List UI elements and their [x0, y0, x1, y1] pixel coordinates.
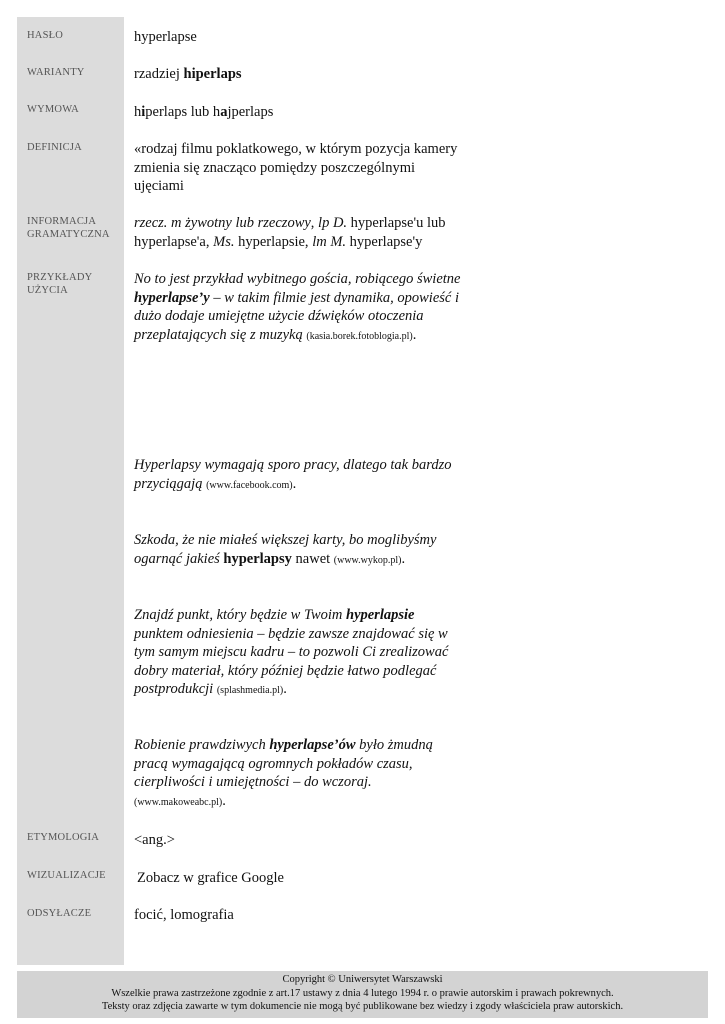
example-source: (www.wykop.pl): [333, 554, 402, 566]
example-end: .: [292, 475, 297, 492]
label-definicja: DEFINICJA: [27, 142, 82, 153]
example-source: (splashmedia.pl): [216, 685, 284, 696]
example-keyword: hyperlapse’y: [134, 289, 210, 306]
example-text: było żmudną pracą wymagającą ogromnych pokładów czasu, cierpliwości i umiejętności – do wczoraj.: [134, 737, 433, 790]
label-informacja-line1: INFORMACJA: [27, 216, 97, 227]
footer-rights: Wszelkie prawa zastrzeżone zgodnie z art.17 ustawy z dnia 4 lutego 1994 r. o prawie autorskim i prawach pokrewnych.: [111, 987, 614, 999]
pron-stress: i: [141, 104, 146, 120]
gram-text: hyperlapse'u lub hyperlapse'a,: [134, 215, 446, 250]
usage-example-5: [134, 736, 464, 812]
variants: [134, 65, 464, 84]
gram-italic: lm M.: [312, 233, 347, 250]
usage-example-2: [134, 456, 464, 495]
label-column: [17, 17, 124, 965]
label-warianty: WARIANTY: [27, 67, 85, 78]
example-text: – w takim filmie jest dynamika, opowieść i dużo dodaje umiejętne użycie dźwięków otoczenia przeplatających się z muzyką: [134, 289, 459, 343]
example-text: Szkoda, że nie miałeś większej karty, bo moglibyśmy ogarnąć jakieś: [134, 532, 437, 567]
pron-stress: a: [220, 104, 228, 120]
example-end: .: [401, 550, 406, 567]
gram-italic: lp D.: [318, 215, 348, 231]
example-keyword: hyperlapse’ów: [269, 737, 356, 753]
pronunciation: [134, 103, 464, 122]
example-source: (www.facebook.com): [206, 479, 293, 491]
example-text: Hyperlapsy wymagają sporo pracy, dlatego tak bardzo przyciągają: [134, 457, 452, 492]
grammar-info: [134, 214, 464, 251]
label-przyklady-uzycia: [27, 271, 127, 297]
example-text: Robienie prawdziwych: [134, 737, 270, 753]
label-wizualizacje: WIZUALIZACJE: [27, 870, 106, 881]
definition: «rodzaj filmu poklatkowego, w którym pozycja kamery zmienia się znacząco pomiędzy poszczególnymi ujęciami: [134, 141, 458, 194]
label-odsylacze: ODSYŁACZE: [27, 908, 92, 919]
example-end: .: [412, 326, 417, 343]
gram-text: ,: [310, 215, 319, 231]
example-text: punktem odniesienia – będzie zawsze znajdować się w tym samym miejscu kadru – to pozwoli Ci zrealizować dobry materiał, który później będzie łatwo podlegać postprodukcji: [134, 625, 449, 697]
label-wymowa: WYMOWA: [27, 104, 79, 115]
label-etymologia: ETYMOLOGIA: [27, 832, 99, 843]
etymology: <ang.>: [134, 832, 175, 848]
example-source: (www.makoweabc.pl): [134, 796, 223, 808]
google-images-link[interactable]: Zobacz w grafice Google: [137, 870, 284, 886]
label-informacja-line2: GRAMATYCZNA: [27, 229, 110, 240]
pron-part: perlaps lub h: [145, 104, 221, 120]
usage-example-3: [134, 531, 464, 570]
example-keyword: hyperlapsie: [346, 607, 415, 623]
example-source: (kasia.borek.fotoblogia.pl): [306, 330, 413, 342]
example-keyword: hyperlapsy: [223, 550, 292, 567]
footer-copyright: Copyright © Uniwersytet Warszawski: [282, 974, 443, 985]
label-haslo: HASŁO: [27, 30, 64, 41]
example-text: No to jest przykład wybitnego gościa, robiącego świetne: [134, 271, 461, 287]
copyright-footer: [17, 971, 708, 1018]
usage-example-4: [134, 606, 464, 701]
label-przyklady-line2: UŻYCIA: [27, 285, 68, 296]
gram-text: hyperlapsie,: [234, 233, 313, 250]
footer-notice: Teksty oraz zdjęcia zawarte w tym dokumencie nie mogą być publikowane bez wiedzy i zgody właściciela praw autorskich.: [101, 1001, 624, 1012]
variants-word: hiperlaps: [183, 66, 242, 82]
pron-part: h: [134, 104, 142, 120]
example-text: Znajdź punkt, który będzie w Twoim: [134, 607, 346, 623]
example-end: .: [283, 681, 287, 697]
pron-part: jperlaps: [227, 104, 274, 120]
example-end: .: [222, 792, 226, 809]
gram-italic: Ms.: [213, 233, 235, 250]
label-przyklady-line1: PRZYKŁADY: [27, 272, 93, 283]
gram-italic: rzecz. m żywotny lub rzeczowy: [134, 215, 311, 231]
usage-example-1: [134, 270, 464, 346]
gram-text: hyperlapse'y: [346, 233, 423, 250]
cross-references: focić, lomografia: [134, 907, 234, 923]
label-informacja-gramatyczna: [27, 215, 127, 241]
variants-prefix: rzadziej: [134, 66, 184, 82]
example-text-plain: nawet: [291, 550, 331, 567]
headword: hyperlapse: [134, 29, 197, 45]
